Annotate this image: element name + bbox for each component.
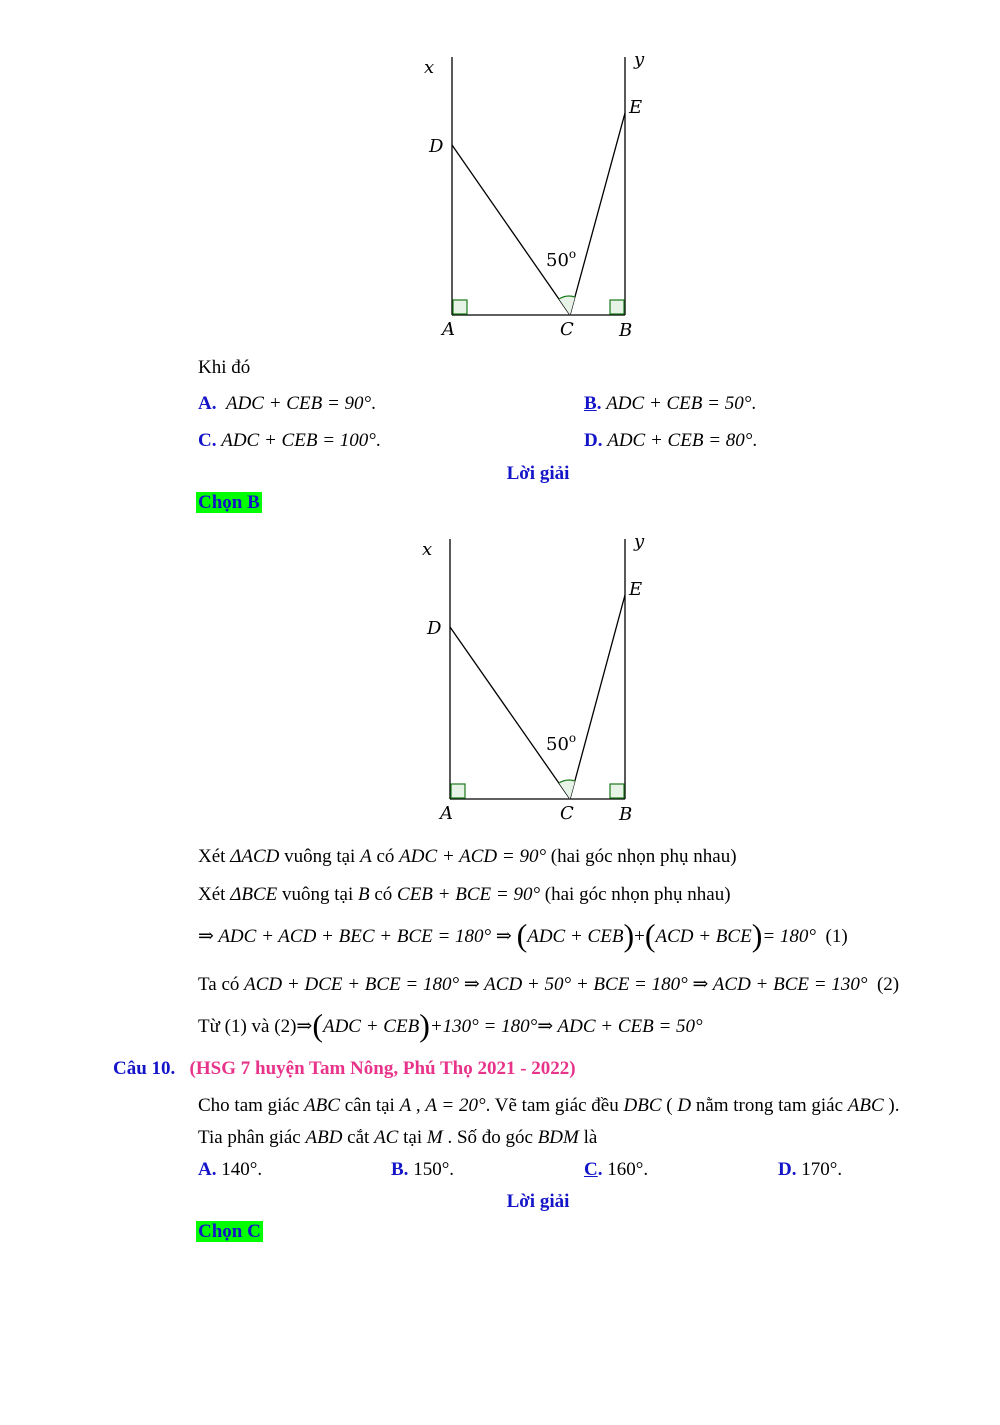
q10-text-line-1: Cho tam giác ABC cân tại A , A = 20°. Vẽ tam giác đều DBC ( D nằm trong tam giác ABC ). — [198, 1095, 900, 1116]
label-b: B — [619, 804, 633, 825]
figure-2 — [408, 527, 658, 827]
solution-line-1: Xét ΔACD vuông tại A có ADC + ACD = 90° (hai góc nhọn phụ nhau) — [198, 846, 737, 867]
q10-text-line-2: Tia phân giác ABD cắt AC tại M . Số đo góc BDM là — [198, 1127, 598, 1148]
q10-solution-title: Lời giải — [506, 1191, 570, 1212]
label-c: C — [560, 319, 574, 340]
label-y: y — [634, 49, 645, 70]
q10-option-a[interactable]: A. 140°. — [198, 1159, 263, 1180]
q10-choice-badge: Chọn C — [198, 1221, 261, 1242]
q10-option-c[interactable]: C. 160°. — [584, 1159, 649, 1180]
solution-line-3: ⇒ ADC + ACD + BEC + BCE = 180° ⇒ (ADC + CEB)+(ACD + BCE)= 180° (1) — [198, 917, 848, 953]
label-a: A — [442, 319, 455, 340]
solution-line-2: Xét ΔBCE vuông tại B có CEB + BCE = 90° (hai góc nhọn phụ nhau) — [198, 884, 731, 905]
intro-text: Khi đó — [198, 357, 251, 378]
q9-option-a[interactable]: A. ADC + CEB = 90°. — [198, 393, 376, 414]
label-a: A — [440, 803, 453, 824]
label-d: D — [427, 618, 442, 639]
angle-label: 50$^o$ — [546, 247, 577, 271]
label-y: y — [634, 531, 645, 552]
angle-label: 50$^o$ — [546, 731, 577, 755]
solution-line-5: Từ (1) và (2)⇒(ADC + CEB)+130° = 180°⇒ ADC + CEB = 50° — [198, 1007, 703, 1043]
q9-option-b[interactable]: B. ADC + CEB = 50°. — [584, 393, 757, 414]
q9-solution-title: Lời giải — [506, 463, 570, 484]
label-e: E — [629, 579, 643, 600]
q10-option-b[interactable]: B. 150°. — [391, 1159, 455, 1180]
label-b: B — [619, 320, 633, 341]
label-x: x — [424, 57, 435, 78]
label-c: C — [560, 803, 574, 824]
q9-choice-badge: Chọn B — [198, 492, 260, 513]
label-d: D — [429, 136, 444, 157]
q9-option-d[interactable]: D. ADC + CEB = 80°. — [584, 430, 758, 451]
label-e: E — [629, 97, 643, 118]
label-x: x — [422, 539, 433, 560]
q10-option-d[interactable]: D. 170°. — [778, 1159, 843, 1180]
figure-1 — [410, 45, 660, 345]
q9-option-c[interactable]: C. ADC + CEB = 100°. — [198, 430, 381, 451]
solution-line-4: Ta có ACD + DCE + BCE = 180° ⇒ ACD + 50° + BCE = 180° ⇒ ACD + BCE = 130° (2) — [198, 974, 900, 995]
q10-header: Câu 10. (HSG 7 huyện Tam Nông, Phú Thọ 2021 - 2022) — [113, 1058, 576, 1079]
